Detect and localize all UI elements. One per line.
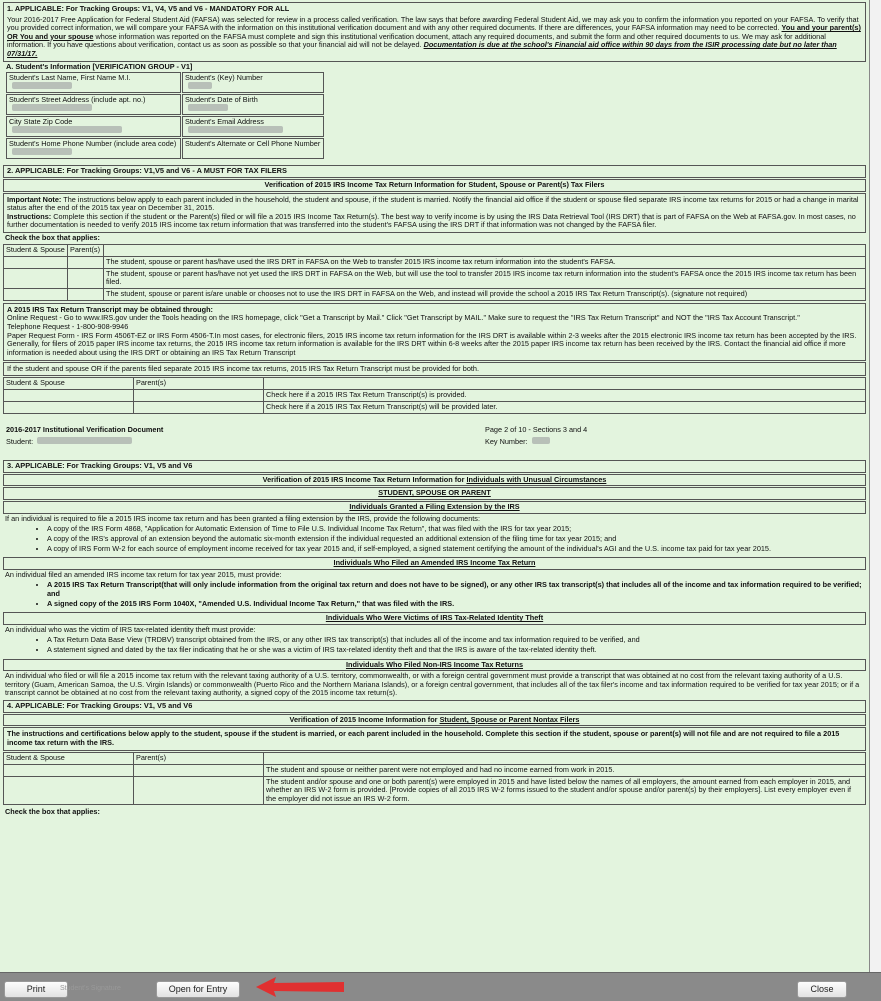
- extension-title: Individuals Granted a Filing Extension by the IRS: [3, 501, 866, 514]
- close-button[interactable]: Close: [797, 981, 847, 998]
- section-3-subtitle: STUDENT, SPOUSE OR PARENT: [3, 487, 866, 500]
- page-number: Page 2 of 10 - Sections 3 and 4: [485, 425, 588, 435]
- identity-theft-title: Individuals Who Were Victims of IRS Tax-Related Identity Theft: [3, 612, 866, 625]
- checkbox-student[interactable]: [4, 257, 68, 268]
- redacted-value: [188, 82, 212, 89]
- table-row: The student, spouse or parent has/have used the IRS DRT in FAFSA on the Web to transfer 2015 IRS income tax return information into the student's FAFSA.: [3, 257, 866, 269]
- section-1-intro: [7, 16, 862, 59]
- key-label: Key Number:: [485, 437, 546, 447]
- checkbox-parent[interactable]: [134, 765, 264, 776]
- table-header: Student & Spouse Parent(s): [3, 245, 866, 257]
- page-break-info: [3, 426, 866, 460]
- print-button[interactable]: Print: [4, 981, 68, 998]
- checkbox-parent[interactable]: [68, 289, 104, 300]
- checkbox-student[interactable]: [4, 402, 134, 413]
- section-1: [3, 2, 866, 62]
- checkbox-parent[interactable]: [134, 390, 264, 401]
- intro-text: Your 2016-2017 Free Application for Federal Student Aid (FAFSA) was selected for review in a process called verification. The law says that before awarding Federal Student Aid, we may ask you to confirm the information you reported on your FAFSA. To verify that you provided correct information, we will compare your FAFSA with the information on this institutional verification document and with any other required documents. If there are differences, your FAFSA information may need to be corrected.: [7, 14, 859, 33]
- table-header: Student & Spouse Parent(s): [3, 753, 866, 765]
- arrow-left-icon: [256, 976, 346, 998]
- redacted-value: [188, 126, 283, 133]
- table-header: Student & Spouse Parent(s): [3, 378, 866, 390]
- checkbox-parent[interactable]: [68, 269, 104, 288]
- amended-list: • A 2015 IRS Tax Return Transcript(that will only include information from the original tax return and does not have to be signed), or any other IRS tax transcript(s) that includes all of the income and tax information required to be verified; and • A signed copy of the 2015 IRS Form 1040X, "Amended U.S. Individual Income Tax Return," that was filed with the IRS.: [47, 581, 866, 608]
- check-box-label: Check the box that applies:: [5, 807, 100, 817]
- transcript-info: A 2015 IRS Tax Return Transcript may be obtained through: Online Request - Go to www.IRS.gov under the Tools heading on the IRS homepage, click "Get a Transcript by Mail." Click "Get Transcript by MAIL." Make sure to request the "IRS Tax Return Transcript" and NOT the "IRS Tax Account Transcript." Telephone Request - 1-800-908-9946 Paper Request Form - IRS Form 4506T-EZ or IRS Form 4506-T.In most cases, for electronic filers, 2015 IRS income tax return information for the IRS DRT is available within 2-3 weeks after the 2015 electronic IRS income tax return has been accepted by the IRS. Generally, for filers of 2015 paper IRS income tax returns, the 2015 IRS income tax return information is available for the IRS DRT within 6-8 weeks after the 2015 paper IRS income tax return has been received by the IRS. Contact the financial aid office if more information is needed about using the IRS DRT or obtaining an IRS Tax Return Transcript: [3, 303, 866, 361]
- checkbox-student[interactable]: [4, 390, 134, 401]
- section-2-header: 2. APPLICABLE: For Tracking Groups: V1,V5 and V6 - A MUST FOR TAX FILERS: [3, 165, 866, 178]
- checkbox-student[interactable]: [4, 765, 134, 776]
- checkbox-parent[interactable]: [68, 257, 104, 268]
- separate-returns-note: If the student and spouse OR if the parents filed separate 2015 IRS income tax returns, 2015 IRS Tax Return Transcript must be provided for both.: [3, 362, 866, 377]
- redacted-value: [12, 104, 92, 111]
- table-row: The student and/or spouse and one or both parent(s) were employed in 2015 and have listed below the names of all employers, the amount earned from each employer in 2015, and whether an IRS W-2 form is provided. [Provide copies of all 2015 IRS W-2 forms issued to the student and/or spouse and/or parent(s) by their employers]. List every employer even if the employer did not issue an IRS W-2 form.: [3, 777, 866, 806]
- redacted-value: [12, 82, 72, 89]
- table-row: The student, spouse or parent is/are unable or chooses not to use the IRS DRT in FAFSA on the Web, and instead will provide the school a 2015 IRS Tax Return Transcript(s). (signature not required): [3, 289, 866, 301]
- open-for-entry-button[interactable]: Open for Entry: [156, 981, 240, 998]
- checkbox-parent[interactable]: [134, 777, 264, 805]
- field-address[interactable]: Student's Street Address (include apt. no.): [6, 94, 181, 115]
- section-1-header: 1. APPLICABLE: For Tracking Groups: V1, V4, V5 and V6 - MANDATORY FOR ALL: [7, 4, 290, 13]
- field-home-phone[interactable]: Student's Home Phone Number (include area code): [6, 138, 181, 159]
- field-dob[interactable]: Student's Date of Birth: [182, 94, 324, 115]
- checkbox-student[interactable]: [4, 777, 134, 805]
- checkbox-student[interactable]: [4, 289, 68, 300]
- section-3-header: 3. APPLICABLE: For Tracking Groups: V1, V5 and V6: [3, 460, 866, 473]
- field-email[interactable]: Student's Email Address: [182, 116, 324, 137]
- section-4-header: 4. APPLICABLE: For Tracking Groups: V1, V5 and V6: [3, 700, 866, 713]
- table-row: The student and spouse or neither parent were not employed and had no income earned from work in 2015.: [3, 765, 866, 777]
- redacted-value: [12, 126, 122, 133]
- section-3-title: Verification of 2015 IRS Income Tax Return Information for Individuals with Unusual Circumstances: [3, 474, 866, 487]
- check-box-label: Check the box that applies:: [5, 233, 100, 243]
- checkbox-student[interactable]: [4, 269, 68, 288]
- intro-cont: whose information was reported on the FAFSA must complete and sign this institutional verification document, attach any required documents, and submit the form and other required documents to us. We may ask for additional information. If you have questions about verification, contact us as soon as possible so that your financial aid will not be delayed.: [7, 31, 826, 50]
- field-city[interactable]: City State Zip Code: [6, 116, 181, 137]
- amended-title: Individuals Who Filed an Amended IRS Income Tax Return: [3, 557, 866, 570]
- table-row: Check here if a 2015 IRS Tax Return Transcript(s) will be provided later.: [3, 402, 866, 414]
- table-row: Check here if a 2015 IRS Tax Return Transcript(s) is provided.: [3, 390, 866, 402]
- identity-theft-list: • A Tax Return Data Base View (TRDBV) transcript obtained from the IRS, or any other IRS tax transcript(s) that includes all of the income and tax information required to be verified, and • A statement signed and dated by the tax filer indicating that he or she was a victim of IRS tax-related identity theft and that the IRS is aware of the tax-related identity theft.: [47, 636, 866, 654]
- intro-bold: You and your parent(s) OR You and your spouse: [7, 23, 861, 41]
- checkbox-parent[interactable]: [134, 402, 264, 413]
- table-row: The student, spouse or parent has/have not yet used the IRS DRT in FAFSA on the Web, but will use the tool to transfer 2015 IRS income tax return information into the student's FAFSA once the 2015 IRS income tax return has been filed.: [3, 269, 866, 289]
- student-info-heading: A. Student's Information [VERIFICATION GROUP - V1]: [6, 61, 193, 71]
- signature-label: Student's Signature: [60, 985, 121, 992]
- section-4-title: Verification of 2015 Income Information for Student, Spouse or Parent Nontax Filers: [3, 714, 866, 727]
- footer-toolbar: [0, 972, 881, 1001]
- document-viewer: 1. APPLICABLE: For Tracking Groups: V1, V4, V5 and V6 - MANDATORY FOR ALL Your 2016-2017 Free Application for Federal Student Aid (FAFSA) was selected for review in a process called verification. The law says that before awarding Federal Student Aid, we may ask you to confirm the information you reported on your FAFSA. To verify that you provided correct information, we will compare your FAFSA with the information on this institutional verification document and with any other required documents. If there are differences, your FAFSA information may need to be corrected. You and your parent(s) OR You and your spouse whose information was reported on the FAFSA must complete and sign this institutional verification document, attach any required documents, and submit the form and other required documents to us. We may ask for additional information. If you have questions about verification, contact us as soon as possible so that your financial aid will not be delayed. Documentation is due at the school's Financial aid office within 90 days from the ISIR processing date but no later than 07/31/17. A. Student's Information [VERIFICATION GROUP - V1] Student's Last Name, First Name M.I. Student's (Key) Number Student's Street Address (include apt. no.) Student's Date of Birth City State Zip Code Student's Email Address Student's Home Phone Number (include area code) Student's Alternate or Cell Phone Number 2. APPLICABLE: For Tracking Groups: V1,V5 and V6 - A MUST FOR TAX FILERS Verification of 2015 IRS Income Tax Return Information for Student, Spouse or Parent(s) Tax Filers Important Note: The instructions below apply to each parent included in the household, the student and spouse, if the student is married. Notify the financial aid office if the student or spouse filed separate IRS income tax returns for 2015 or had a change in marital status after the end of the 2015 tax year on December 31, 2015. Instructions: Complete this section if the student or the Parent(s) filed or will file a 2015 IRS Income Tax Return(s). The best way to verify income is by using the IRS Data Retrieval Tool (IRS DRT) that is part of FAFSA on the Web at FAFSA.gov. In most cases, no further documentation is needed to verify 2015 IRS income tax return information that was transferred into the student's FAFSA using the IRS DRT if that information was not changed by the FAFSA filer. Check the box that applies: Student & Spouse Parent(s) The student, spouse or parent has/have used the IRS DRT in FAFSA on the Web to transfer 2015 IRS income tax return information into the student's FAFSA. The student, spouse or parent has/have not yet used the IRS DRT in FAFSA on the Web, but will use the tool to transfer 2015 IRS income tax return information into the student's FAFSA once the 2015 IRS income tax return has been filed. The student, spouse or parent is/are unable or chooses not to use the IRS DRT in FAFSA on the Web, and instead will provide the school a 2015 IRS Tax Return Transcript(s). (signature not required) A 2015 IRS Tax Return Transcript may be obtained through: Online Request - Go to www.IRS.gov under the Tools heading on the IRS homepage, click "Get a Transcript by Mail." Click "Get Transcript by MAIL." Make sure to request the "IRS Tax Return Transcript" and NOT the "IRS Tax Account Transcript." Telephone Request - 1-800-908-9946 Paper Request Form - IRS Form 4506T-EZ or IRS Form 4506-T.In most cases, for electronic filers, 2015 IRS income tax return information for the IRS DRT is available within 2-3 weeks after the 2015 electronic IRS income tax return has been accepted by the IRS. Generally, for filers of 2015 paper IRS income tax returns, the 2015 IRS income tax return information is available for the IRS DRT within 6-8 weeks after the 2015 paper IRS income tax return has been received by the IRS. Contact the financial aid office if more information is needed about using the IRS DRT or obtaining an IRS Tax Return Transcript If the student and spouse OR if the parents filed separate 2015 IRS income tax returns, 2015 IRS Tax Return Transcript must be provided for both. Student & Spouse Parent(s) Check here if a 2015 IRS Tax Return Transcript(s) is provided. Check here if a 2015 IRS Tax Return Transcript(s) will be provided later. 2016-2017 Institutional Verification Document Student: Page 2 of 10 - Sections 3 and 4 Key Number: 3. APPLICABLE: For Tracking Groups: V1, V5 and V6 Verification of 2015 IRS Income Tax Return Information for Individuals with Unusual Circumstances STUDENT, SPOUSE OR PARENT Individuals Granted a Filing Extension by the IRS If an individual is required to file a 2015 IRS income tax return and has been granted a filing extension by the IRS, provide the following documents: • A copy of the IRS Form 4868, "Application for Automatic Extension of Time to File U.S. Individual Income Tax Return", that was filed with the IRS for tax year 2015; • A copy of the IRS's approval of an extension beyond the automatic six-month extension if the individual requested an additional extension of the filing time for tax year 2015; and • A copy of IRS Form W-2 for each source of employment income received for tax year 2015 and, if self-employed, a signed statement certifying the amount of the individual's AGI and the U.S. income tax paid for tax year 2015. Individuals Who Filed an Amended IRS Income Tax Return An individual filed an amended IRS income tax return for tax year 2015, must provide: • A 2015 IRS Tax Return Transcript(that will only include information from the original tax return and does not have to be signed), or any other IRS tax transcript(s) that includes all of the income and tax information required to be verified; and • A signed copy of the 2015 IRS Form 1040X, "Amended U.S. Individual Income Tax Return," that was filed with the IRS. Individuals Who Were Victims of IRS Tax-Related Identity Theft An individual who was the victim of IRS tax-related identity theft must provide: • A Tax Return Data Base View (TRDBV) transcript obtained from the IRS, or any other IRS tax transcript(s) that includes all of the income and tax information required to be verified, and • A statement signed and dated by the tax filer indicating that he or she was a victim of IRS tax-related identity theft and that the IRS is aware of the tax-related identity theft. Individuals Who Filed Non-IRS Income Tax Returns An individual who filed or will file a 2015 income tax return with the relevant taxing authority of a U.S. territory, commonwealth, or with a foreign central government must provide a transcript that was obtained at no cost from the relevant taxing authority of a U.S. territory (Guam, American Samoa, the U.S. Virgin Islands) or commonwealth (Puerto Rico and the Northern Mariana Islands), or a foreign central government, that includes all of the tax filer's income and tax information required to be verified for tax year 2015; or if a transcript cannot be obtained at no cost from the relevant taxing authority, a signed copy of the 2015 income tax return(s). 4. APPLICABLE: For Tracking Groups: V1, V5 and V6 Verification of 2015 Income Information for Student, Spouse or Parent Nontax Filers The instructions and certifications below apply to the student, spouse if the student is married, or each parent included in the household. Complete this section if the student, spouse or parent(s) will not file and are not required to file a 2015 income tax return with the IRS. Student & Spouse Parent(s) The student and spouse or neither parent were not employed and had no income earned from work in 2015. The student and/or spouse and one or both parent(s) were employed in 2015 and have listed below the names of all employers, the amount earned from each employer in 2015, and whether an IRS W-2 form is provided. [Provide copies of all 2015 IRS W-2 forms issued to the student and/or spouse and/or parent(s) by their employers]. List every employer even if the employer did not issue an IRS W-2 form. Check the box that applies:: [0, 0, 870, 972]
- student-label: Student:: [6, 437, 128, 447]
- redacted-value: [12, 148, 72, 155]
- field-key-number[interactable]: Student's (Key) Number: [182, 72, 324, 93]
- redacted-value: [188, 104, 228, 111]
- field-cell-phone[interactable]: Student's Alternate or Cell Phone Number: [182, 138, 324, 159]
- section-2-title: Verification of 2015 IRS Income Tax Return Information for Student, Spouse or Parent(s) Tax Filers: [3, 179, 866, 192]
- extension-list: • A copy of the IRS Form 4868, "Application for Automatic Extension of Time to File U.S. Individual Income Tax Return", that was filed with the IRS for tax year 2015; • A copy of the IRS's approval of an extension beyond the automatic six-month extension if the individual requested an additional extension of the filing time for tax year 2015; and • A copy of IRS Form W-2 for each source of employment income received for tax year 2015 and, if self-employed, a signed statement certifying the amount of the individual's AGI and the U.S. income tax paid for tax year 2015.: [47, 525, 866, 553]
- section-2-instructions: Important Note: The instructions below apply to each parent included in the household, the student and spouse, if the student is married. Notify the financial aid office if the student or spouse filed separate IRS income tax returns for 2015 or had a change in marital status after the end of the 2015 tax year on December 31, 2015. Instructions: Complete this section if the student or the Parent(s) filed or will file a 2015 IRS Income Tax Return(s). The best way to verify income is by using the IRS Data Retrieval Tool (IRS DRT) that is part of FAFSA on the Web at FAFSA.gov. In most cases, no further documentation is needed to verify 2015 IRS income tax return information that was transferred into the student's FAFSA using the IRS DRT if that information was not changed by the FAFSA filer.: [3, 193, 866, 233]
- non-irs-title: Individuals Who Filed Non-IRS Income Tax Returns: [3, 659, 866, 672]
- doc-title: 2016-2017 Institutional Verification Document: [6, 425, 164, 435]
- student-info-grid: [6, 72, 866, 159]
- due-date-text: Documentation is due at the school's Financial aid office within 90 days from the ISIR processing date but no later than 07/31/17.: [7, 40, 837, 59]
- section-4-intro: The instructions and certifications below apply to the student, spouse if the student is married, or each parent included in the household. Complete this section if the student, spouse or parent(s) will not file and are not required to file a 2015 income tax return with the IRS.: [3, 727, 866, 750]
- vertical-scrollbar[interactable]: [870, 0, 881, 972]
- field-name[interactable]: Student's Last Name, First Name M.I.: [6, 72, 181, 93]
